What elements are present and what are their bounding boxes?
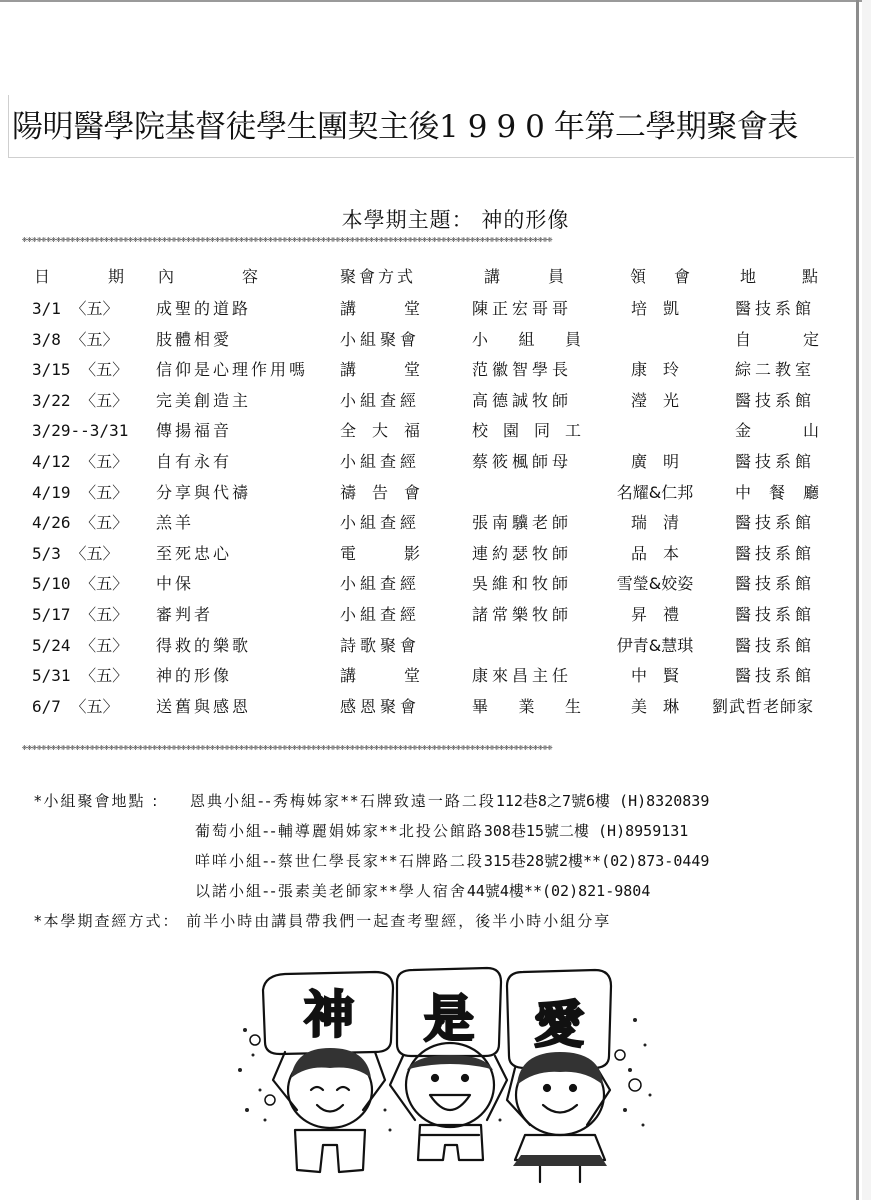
header-leader-1: 領	[630, 267, 647, 286]
cell-date: 5/17 〈五〉	[32, 605, 129, 624]
cell-speaker-part: 園	[502, 421, 520, 441]
header-topic	[158, 266, 258, 288]
header-date-1: 日	[34, 267, 51, 286]
table-header	[0, 266, 871, 296]
header-place	[740, 266, 818, 288]
cell-place	[735, 512, 819, 534]
group-3-addr: 315巷28號2樓**(02)873-0449	[483, 852, 710, 870]
cell-mode-part: 福	[403, 421, 420, 441]
cell-mode-part: 堂	[403, 360, 420, 380]
cell-place-part: 綜二教室	[735, 360, 816, 380]
cell-topic: 送舊與感恩	[156, 696, 252, 716]
cell-place-part: 醫技系館	[735, 574, 816, 594]
cell-topic: 得救的樂歌	[156, 635, 252, 655]
cell-mode-part: 感恩聚會	[340, 696, 421, 716]
cell-mode-part: 堂	[403, 666, 420, 686]
cell-mode-part: 小組查經	[340, 605, 421, 624]
group-line-1	[190, 790, 709, 811]
cell-mode-part: 小組查經	[340, 513, 421, 533]
cell-date: 5/31 〈五〉	[32, 666, 129, 686]
cell-speaker-part: 諸常樂牧師	[472, 605, 573, 624]
cell-mode-part: 小組查經	[340, 390, 421, 410]
cell-mode	[340, 604, 420, 626]
scan-top-edge	[0, 0, 871, 2]
study-method-note: *本學期查經方式： 前半小時由講員帶我們一起查考聖經，後半小時小組分享	[34, 912, 612, 930]
cell-place	[735, 390, 819, 412]
table-row	[0, 573, 871, 603]
title-suffix: 年第二學期聚會表	[553, 109, 798, 145]
cell-mode	[340, 512, 420, 534]
cell-speaker-part: 蔡筱楓師母	[472, 452, 573, 471]
cell-leader: 廣 明	[630, 452, 679, 471]
semester-theme: 本學期主題： 神的形像	[341, 208, 570, 232]
cell-leader: 瑞 清	[630, 513, 679, 533]
cell-mode	[340, 543, 420, 565]
cell-place	[735, 359, 819, 381]
cell-mode-part: 禱	[340, 482, 357, 502]
table-row	[0, 604, 871, 634]
cell-mode	[340, 390, 420, 412]
cell-speaker	[472, 573, 582, 595]
cell-speaker-part: 高德誠牧師	[472, 390, 573, 410]
cell-speaker-part: 同	[533, 421, 551, 441]
header-topic-2: 容	[241, 267, 258, 286]
cell-leader: 名耀&仁邦	[616, 482, 694, 502]
table-row	[0, 298, 871, 328]
cell-speaker-part: 康來昌主任	[472, 666, 573, 686]
cell-leader: 美 琳	[630, 696, 679, 716]
cell-place-part: 醫技系館	[735, 543, 816, 563]
cell-place-part: 醫技系館	[735, 390, 816, 410]
table-row	[0, 390, 871, 420]
cell-place-part: 金	[735, 421, 752, 441]
cell-mode-part: 影	[403, 543, 420, 563]
cell-place-part: 醫技系館	[735, 513, 816, 533]
cell-topic: 至死忠心	[156, 543, 233, 563]
title-year: 1990	[439, 109, 554, 145]
group-1-name: 恩典小組--秀梅姊家**石牌致遠一路二段	[190, 792, 496, 810]
table-row	[0, 665, 871, 695]
header-topic-1: 內	[158, 267, 175, 286]
kids-holding-signs-illustration	[225, 960, 665, 1195]
cell-mode-part: 大	[371, 421, 388, 441]
cell-place	[735, 665, 819, 687]
separator-top: ❈❈❈❈❈❈❈❈❈❈❈❈❈❈❈❈❈❈❈❈❈❈❈❈❈❈❈❈❈❈❈❈❈❈❈❈❈❈❈❈❈❈❈❈❈❈❈❈❈❈❈❈❈❈❈❈❈❈❈❈❈❈❈❈❈❈❈❈❈❈❈❈❈❈❈❈❈❈❈❈❈❈❈❈❈❈❈❈❈❈❈❈❈❈❈❈❈❈❈❈❈❈❈❈❈❈❈❈❈❈	[22, 237, 553, 245]
cell-speaker-part: 小	[472, 329, 490, 349]
table-row	[0, 451, 871, 481]
cell-mode-part: 小組查經	[340, 452, 421, 471]
cell-mode	[340, 573, 420, 595]
cell-date: 4/19 〈五〉	[32, 482, 129, 502]
table-row	[0, 359, 871, 389]
group-locations-label: *小組聚會地點 :	[34, 792, 160, 810]
cell-speaker-part: 陳正宏哥哥	[472, 299, 573, 318]
cell-leader: 伊青&慧琪	[616, 635, 694, 655]
kids-drawing	[225, 960, 665, 1195]
cell-place-part: 醫技系館	[735, 635, 816, 655]
cell-speaker	[472, 665, 582, 687]
sign-char-god: 神	[304, 986, 354, 1044]
cell-mode-part: 小組聚會	[340, 329, 421, 349]
table-row	[0, 420, 871, 450]
cell-speaker	[472, 543, 582, 565]
group-4-name: 以諾小組--張素美老師家**學人宿舍	[195, 882, 467, 900]
cell-date: 4/12 〈五〉	[32, 452, 129, 471]
cell-speaker	[472, 298, 582, 320]
cell-leader: 瀅 光	[630, 390, 679, 410]
cell-speaker	[472, 451, 582, 473]
cell-topic: 分享與代禱	[156, 482, 252, 502]
table-row	[0, 635, 871, 665]
cell-topic: 信仰是心理作用嗎	[156, 360, 309, 380]
cell-mode-part: 會	[403, 482, 420, 502]
cell-topic: 肢體相愛	[156, 329, 233, 349]
cell-speaker	[472, 359, 582, 381]
cell-place-part: 醫技系館	[735, 299, 816, 318]
cell-mode	[340, 451, 420, 473]
cell-topic: 自有永有	[156, 452, 233, 471]
cell-leader: 中 賢	[630, 666, 679, 686]
cell-leader: 品 本	[630, 543, 679, 563]
cell-mode-part: 講	[340, 666, 357, 686]
cell-place	[735, 420, 819, 442]
cell-topic: 完美創造主	[156, 390, 252, 410]
cell-date: 5/10 〈五〉	[32, 574, 129, 594]
group-2-name: 葡萄小組--輔導麗娟姊家**北投公館路	[195, 822, 484, 840]
cell-place-part: 餐	[768, 482, 785, 502]
cell-place	[735, 604, 819, 626]
cell-speaker-part: 畢	[472, 696, 490, 716]
cell-place-part: 中	[735, 482, 752, 502]
cell-topic: 神的形像	[156, 666, 233, 686]
cell-date: 3/8 〈五〉	[32, 329, 119, 349]
cell-mode	[340, 329, 420, 351]
header-leader	[630, 266, 690, 288]
cell-mode	[340, 482, 420, 504]
group-line-3	[195, 850, 709, 871]
header-speaker-1: 講	[484, 267, 501, 286]
cell-mode-part: 告	[371, 482, 388, 502]
table-row	[0, 482, 871, 512]
cell-speaker-part: 吳維和牧師	[472, 574, 573, 594]
cell-speaker-part: 校	[472, 421, 490, 441]
cell-topic: 審判者	[156, 605, 214, 624]
header-place-1: 地	[740, 267, 757, 286]
cell-speaker-part: 工	[564, 421, 582, 441]
cell-speaker-part: 業	[518, 696, 536, 716]
cell-date: 3/15 〈五〉	[32, 360, 129, 380]
cell-place-part: 醫技系館	[735, 605, 816, 624]
cell-speaker	[472, 329, 582, 351]
cell-place	[735, 298, 819, 320]
cell-place	[712, 696, 837, 718]
cell-place-part: 廳	[802, 482, 819, 502]
cell-mode-part: 講	[340, 299, 357, 318]
cell-speaker	[472, 420, 582, 442]
group-line-2	[195, 820, 688, 841]
cell-place	[735, 573, 819, 595]
group-4-addr: 44號4樓**(02)821-9804	[466, 882, 651, 900]
header-date	[34, 266, 124, 288]
cell-leader: 培 凱	[630, 299, 679, 318]
cell-date: 6/7 〈五〉	[32, 696, 119, 716]
cell-mode-part: 講	[340, 360, 357, 380]
cell-date: 5/3 〈五〉	[32, 543, 119, 563]
cell-place-part: 山	[802, 421, 819, 441]
cell-mode-part: 詩歌聚會	[340, 635, 421, 655]
cell-mode	[340, 420, 420, 442]
group-line-4	[195, 880, 650, 901]
cell-mode	[340, 665, 420, 687]
cell-mode-part: 全	[340, 421, 357, 441]
cell-date: 3/29--3/31	[32, 421, 129, 441]
cell-date: 3/22 〈五〉	[32, 390, 129, 410]
cell-topic: 成聖的道路	[156, 299, 252, 318]
table-row	[0, 543, 871, 573]
cell-mode	[340, 359, 420, 381]
cell-mode-part: 堂	[403, 299, 420, 318]
cell-topic: 傳揚福音	[156, 421, 233, 441]
cell-speaker-part: 組	[518, 329, 536, 349]
cell-mode-part: 小組查經	[340, 574, 421, 594]
cell-speaker-part: 員	[564, 329, 582, 349]
cell-mode	[340, 635, 420, 657]
table-row	[0, 329, 871, 359]
cell-place	[735, 329, 819, 351]
header-mode: 聚會方式	[340, 267, 417, 286]
title-prefix: 陽明醫學院基督徒學生團契主後	[12, 109, 439, 145]
cell-place	[735, 543, 819, 565]
cell-topic: 羔羊	[156, 513, 195, 533]
cell-date: 3/1 〈五〉	[32, 299, 119, 318]
header-place-2: 點	[801, 267, 818, 286]
cell-speaker	[472, 390, 582, 412]
sign-char-is: 是	[424, 990, 474, 1048]
cell-place	[735, 635, 819, 657]
cell-leader: 昇 禮	[630, 605, 679, 624]
cell-mode-part: 電	[340, 543, 357, 563]
cell-speaker-part: 張南驥老師	[472, 513, 573, 533]
cell-place-part: 定	[802, 329, 819, 349]
header-speaker-2: 員	[547, 267, 564, 286]
cell-place-part: 劉武哲老師家	[712, 696, 815, 716]
cell-topic: 中保	[156, 574, 195, 594]
cell-speaker-part: 生	[564, 696, 582, 716]
group-1-addr: 112巷8之7號6樓 (H)8320839	[495, 792, 710, 810]
cell-place-part: 醫技系館	[735, 452, 816, 471]
cell-place	[735, 482, 819, 504]
header-leader-2: 會	[673, 267, 690, 286]
cell-leader: 康 玲	[630, 360, 679, 380]
cell-speaker-part: 連約瑟牧師	[472, 543, 573, 563]
cell-speaker-part: 范徽智學長	[472, 360, 573, 380]
group-2-addr: 308巷15號二樓 (H)8959131	[483, 822, 689, 840]
table-row	[0, 512, 871, 542]
table-row	[0, 696, 871, 726]
cell-place	[735, 451, 819, 473]
header-speaker	[484, 266, 564, 288]
sign-char-love: 愛	[534, 996, 584, 1054]
page-title	[12, 101, 852, 146]
cell-place-part: 自	[735, 329, 752, 349]
group-3-name: 咩咩小組--蔡世仁學長家**石牌路二段	[195, 852, 484, 870]
separator-bottom: ❈❈❈❈❈❈❈❈❈❈❈❈❈❈❈❈❈❈❈❈❈❈❈❈❈❈❈❈❈❈❈❈❈❈❈❈❈❈❈❈❈❈❈❈❈❈❈❈❈❈❈❈❈❈❈❈❈❈❈❈❈❈❈❈❈❈❈❈❈❈❈❈❈❈❈❈❈❈❈❈❈❈❈❈❈❈❈❈❈❈❈❈❈❈❈❈❈❈❈❈❈❈❈❈❈❈❈❈❈❈	[22, 745, 553, 753]
cell-speaker	[472, 696, 582, 718]
cell-date: 5/24 〈五〉	[32, 635, 129, 655]
cell-place-part: 醫技系館	[735, 666, 816, 686]
cell-date: 4/26 〈五〉	[32, 513, 129, 533]
cell-speaker	[472, 512, 582, 534]
cell-mode	[340, 696, 420, 718]
cell-leader: 雪瑩&姣姿	[616, 574, 694, 594]
cell-mode	[340, 298, 420, 320]
header-date-2: 期	[107, 267, 124, 286]
cell-speaker	[472, 604, 582, 626]
